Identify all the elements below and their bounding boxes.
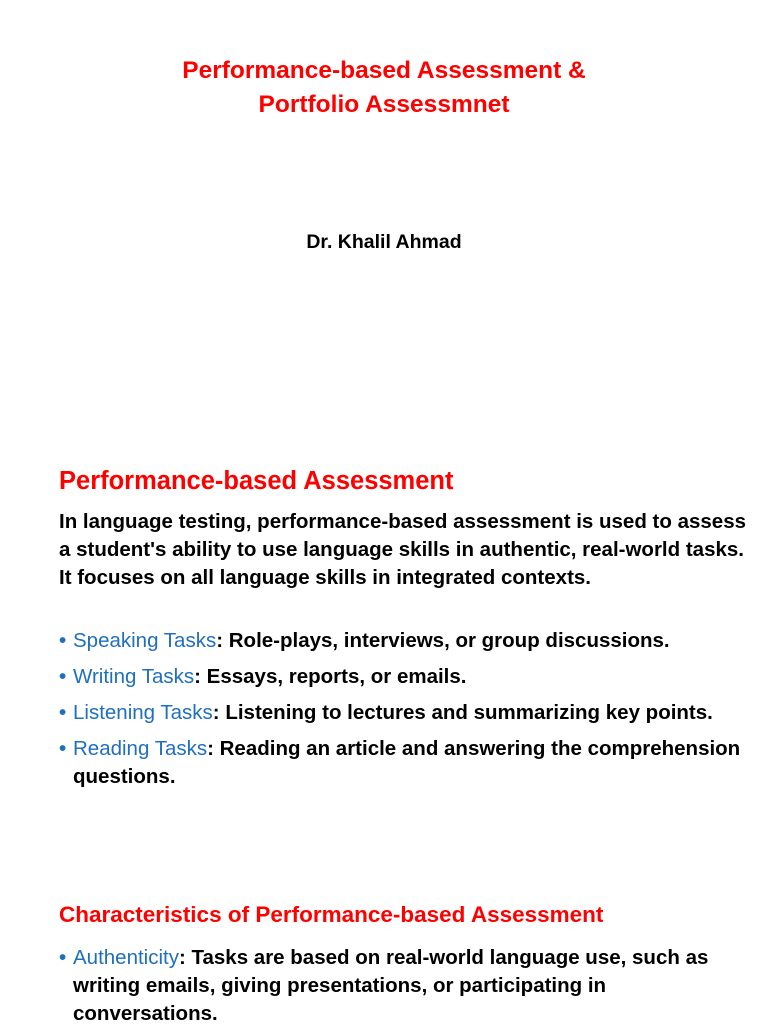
term-label: Speaking Tasks <box>73 629 217 652</box>
list-item-authenticity <box>59 944 749 1028</box>
term-label: Writing Tasks <box>73 665 195 688</box>
title-line-1: Performance-based Assessment & <box>182 57 586 84</box>
term-description: : Essays, reports, or emails. <box>194 665 467 688</box>
section-intro-paragraph: In language testing, performance-based assessment is used to assess a student's ability to use language skills in authentic, real-world tasks. It focuses on all language skills in integrated contexts. <box>59 510 747 589</box>
list-item-speaking-tasks <box>59 627 749 655</box>
term-description: : Listening to lectures and summarizing key points. <box>212 701 713 724</box>
author-name: Dr. Khalil Ahmad <box>306 231 462 253</box>
bullet-icon: • <box>59 701 67 724</box>
term-description: : Reading an article and answering the comprehension questions. <box>73 737 741 788</box>
bullet-icon: • <box>59 629 67 652</box>
title-line-2: Portfolio Assessmnet <box>258 91 510 118</box>
term-label: Listening Tasks <box>73 701 213 724</box>
section-heading-performance-based-assessment: Performance-based Assessment <box>59 467 454 495</box>
task-list <box>59 627 749 799</box>
term-description: : Role-plays, interviews, or group discussions. <box>216 629 670 652</box>
section-heading-characteristics: Characteristics of Performance-based Assessment <box>59 902 604 927</box>
characteristics-list <box>59 944 749 1036</box>
list-item-writing-tasks <box>59 663 749 691</box>
title-slide <box>0 0 768 440</box>
content-slide <box>0 440 768 1024</box>
list-item-listening-tasks <box>59 699 749 727</box>
term-label: Authenticity <box>73 946 179 969</box>
term-label: Reading Tasks <box>73 737 208 760</box>
page-title <box>0 54 768 122</box>
list-item-reading-tasks <box>59 735 749 791</box>
term-description: : Tasks are based on real-world language use, such as writing emails, giving presentations, or participating in conversations. <box>73 946 709 1025</box>
bullet-icon: • <box>59 737 67 760</box>
bullet-icon: • <box>59 665 67 688</box>
bullet-icon: • <box>59 946 67 969</box>
